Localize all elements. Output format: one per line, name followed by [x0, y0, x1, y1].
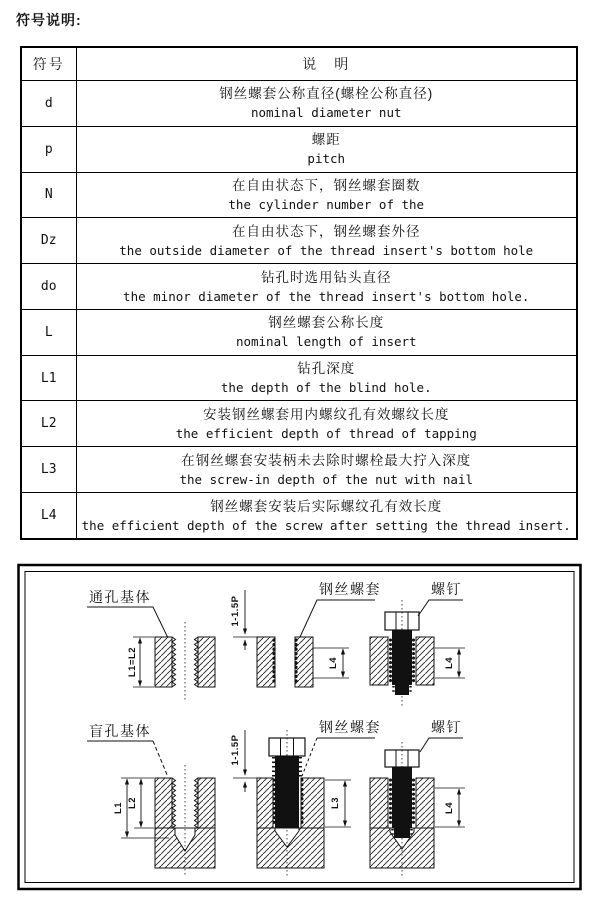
blind-hole-base-label: 盲孔基体 [89, 723, 151, 739]
leader-line [87, 607, 168, 638]
description-en: the depth of the blind hole. [220, 380, 432, 396]
table-row [21, 218, 577, 264]
symbol-cell: d [21, 81, 76, 127]
dim-l2: L2 [127, 796, 138, 810]
screw-label: 螺钉 [431, 581, 462, 597]
table-row [21, 126, 577, 172]
leader-line [418, 600, 463, 616]
dim-l4: L4 [328, 656, 339, 670]
table-row [21, 172, 577, 218]
thread-profile [172, 778, 176, 828]
screw-neck [392, 767, 412, 778]
through-hole-base-label: 通孔基体 [89, 589, 151, 605]
symbol-cell: L2 [21, 401, 76, 447]
description-zh: 螺距 [311, 132, 341, 148]
dim-l1: L1 [113, 801, 124, 815]
diagram-canvas [17, 560, 583, 895]
symbol-cell: L [21, 309, 76, 355]
symbol-cell: L1 [21, 355, 76, 401]
dim-l4: L4 [444, 801, 455, 815]
header-description: 说 明 [76, 47, 577, 81]
description-en: the efficient depth of the screw after setting the thread insert. [81, 517, 571, 533]
description-en: pitch [307, 151, 346, 167]
dim-gap-top: 1-1.5P [230, 595, 241, 627]
description-en: the screw-in depth of the nut with nail [179, 471, 473, 487]
description-zh: 在自由状态下，钢丝螺套外径 [232, 223, 421, 239]
symbol-cell: L4 [21, 493, 76, 539]
description-en: nominal length of insert [235, 334, 417, 350]
description-zh: 钻孔深度 [297, 361, 356, 377]
symbol-cell: L3 [21, 447, 76, 493]
description-en: nominal diameter nut [250, 105, 402, 121]
description-en: the efficient depth of thread of tapping [175, 425, 477, 441]
thread-profile [195, 637, 199, 687]
table-row [21, 309, 577, 355]
description-en: the cylinder number of the [228, 196, 425, 212]
symbol-table [20, 46, 578, 540]
table-row [21, 81, 577, 127]
thread-profile [172, 637, 176, 687]
header-symbol: 符号 [21, 47, 76, 81]
description-zh: 在钢丝螺套安装柄未去除时螺栓最大拧入深度 [181, 452, 472, 468]
description-en: the minor diameter of the thread insert's bottom hole. [123, 288, 530, 304]
dim-l3: L3 [330, 796, 341, 810]
table-row [21, 401, 577, 447]
insert-label: 钢丝螺套 [319, 581, 381, 597]
leader-line [420, 738, 463, 752]
table-row [21, 355, 577, 401]
symbol-cell: Dz [21, 218, 76, 264]
description-zh: 钻孔时选用钻头直径 [261, 269, 392, 285]
table-row [21, 264, 577, 310]
description-zh: 钢丝螺套安装后实际螺纹孔有效长度 [210, 498, 443, 514]
description-zh: 钢丝螺套公称长度 [268, 315, 385, 331]
leader-line [300, 600, 375, 637]
thread-profile [195, 778, 199, 828]
dim-l4: L4 [444, 656, 455, 670]
through-hole-figure [87, 581, 465, 706]
dim-l1-equals-l2: L1=L2 [127, 646, 138, 678]
leader-line [153, 741, 168, 777]
screw-tip [394, 828, 410, 838]
description-zh: 安装钢丝螺套用内螺纹孔有效螺纹长度 [203, 406, 450, 422]
table-header-row [21, 47, 577, 81]
symbol-cell: do [21, 264, 76, 310]
page-title: 符号说明: [16, 12, 82, 28]
symbol-cell: p [21, 126, 76, 172]
description-zh: 在自由状态下，钢丝螺套圈数 [232, 177, 421, 193]
screw-label: 螺钉 [431, 719, 462, 735]
symbol-cell: N [21, 172, 76, 218]
table-row [21, 447, 577, 493]
installation-diagram [17, 560, 583, 895]
description-en: the outside diameter of the thread insert's bottom hole [119, 242, 534, 258]
description-zh: 钢丝螺套公称直径(螺栓公称直径) [219, 86, 434, 102]
dim-gap-bottom: 1-1.5P [230, 734, 241, 766]
blind-hole-figure [87, 719, 465, 876]
table-row [21, 493, 577, 539]
insert-label: 钢丝螺套 [319, 719, 381, 735]
